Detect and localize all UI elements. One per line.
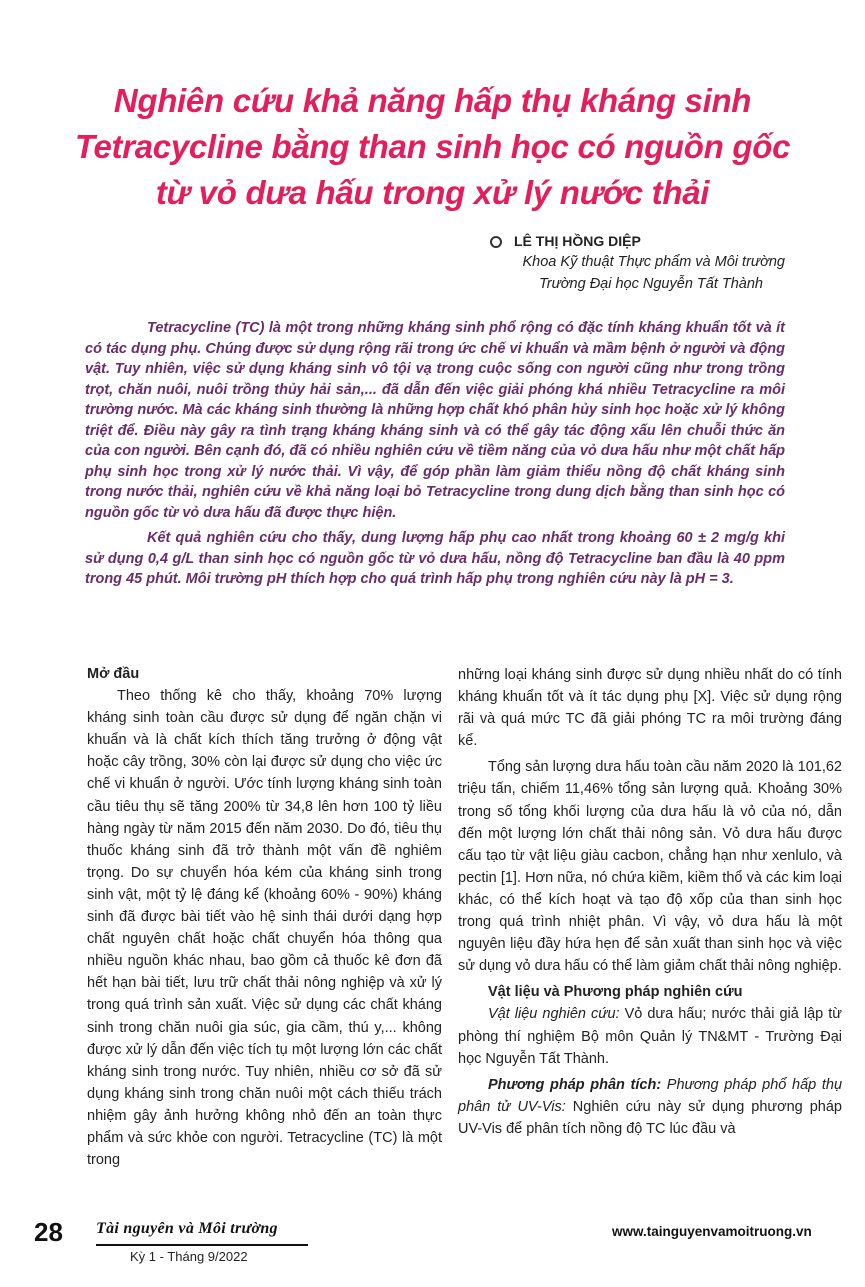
affiliation-department: Khoa Kỹ thuật Thực phẩm và Môi trường xyxy=(522,254,785,270)
methods-heading: Vật liệu và Phương pháp nghiên cứu xyxy=(488,984,743,1001)
intro-paragraph: Theo thống kê cho thấy, khoảng 70% lượng kháng sinh toàn cầu được sử dụng để ngăn chặn vi khuẩn và là chất kích thích tăng trưởng ở động vật hoặc cây trồng, 30% còn lại được sử dụng cho việc ức chế vi khuẩn ở người. Ước tính lượng kháng sinh toàn cầu tiêu thụ sẽ tăng 200% từ 34,8 lên hơn 100 tỷ liều hàng ngày từ năm 2015 đến năm 2030. Do đó, tiêu thụ thuốc kháng sinh đã trở thành một vấn đề nghiêm trọng. Do sự chuyển hóa kém của kháng sinh trong sinh vật, một tỷ lệ đáng kể (khoảng 60% - 90%) kháng sinh đã được bài tiết vào hệ sinh thái dưới dạng hợp chất nguyên chất hoặc chất chuyển hóa thông qua nhiều nguồn khác nhau, bao gồm cả thuốc kê đơn đã hết hạn bài tiết, lưu trữ chất thải nông nghiệp và xử lý trong quá trình sản xuất. Việc sử dụng các chất kháng sinh trong chăn nuôi gia súc, gia cầm, thú y,... không được xử lý dẫn đến việc tích tụ một lượng lớn các chất kháng sinh trong nước. Tuy nhiên, nhiều cơ sở đã sử dụng kháng sinh trong chăn nuôi một cách thiếu trách nhiệm gây ảnh hưởng không nhỏ đến an toàn thực phẩm và sức khỏe con người. Tetracycline (TC) là một trong xyxy=(87,688,442,1169)
title-line-1: Nghiên cứu khả năng hấp thụ kháng sinh xyxy=(113,82,752,119)
author-line xyxy=(490,233,810,249)
page-number: 28 xyxy=(34,1217,63,1247)
left-column xyxy=(87,663,442,1171)
abstract-paragraph-2: Kết quả nghiên cứu cho thấy, dung lượng hấp phụ cao nhất trong khoảng 60 ± 2 mg/g khi sử dụng 0,4 g/L than sinh học có nguồn gốc từ vỏ dưa hấu, nồng độ Tetracycline ban đầu là 40 ppm trong 45 phút. Môi trường pH thích hợp cho quá trình hấp phụ trong nghiên cứu này là pH = 3. xyxy=(85,530,785,587)
article-title xyxy=(40,78,825,216)
analysis-label: Phương pháp phân tích: xyxy=(488,1076,662,1093)
right-column xyxy=(458,664,842,1140)
title-line-3: từ vỏ dưa hấu trong xử lý nước thải xyxy=(155,174,710,211)
materials-label: Vật liệu nghiên cứu: xyxy=(488,1006,620,1023)
journal-name: Tài nguyên và Môi trường xyxy=(96,1220,278,1237)
analysis-paragraph xyxy=(458,1074,842,1140)
abstract xyxy=(85,318,785,590)
affiliation-university: Trường Đại học Nguyễn Tất Thành xyxy=(538,276,763,292)
journal-issue: Kỳ 1 - Tháng 9/2022 xyxy=(130,1249,248,1264)
circle-bullet-icon xyxy=(490,236,502,248)
materials-text: Vỏ dưa hấu; nước thải giả lập từ phòng thí nghiệm Bộ môn Quản lý TN&MT - Trường Đại học Nguyễn Tất Thành. xyxy=(458,1006,842,1067)
journal-underline xyxy=(96,1244,308,1246)
materials-paragraph xyxy=(458,1003,842,1069)
intro-heading: Mở đầu xyxy=(87,666,140,682)
title-line-2: Tetracycline bằng than sinh học có nguồn gốc xyxy=(74,128,791,165)
right-paragraph-2: Tổng sản lượng dưa hấu toàn cầu năm 2020 là 101,62 triệu tấn, chiếm 11,46% tổng sản lượng quả. Khoảng 30% trong số tổng khối lượng của dưa hấu là vỏ của nó, dẫn đến một lượng lớn chất thải nông sản. Vỏ dưa hấu được cấu tạo từ vật liệu giàu cacbon, chẳng hạn như xenlulo, và pectin [1]. Hơn nữa, nó chứa kiềm, kiềm thổ và các kim loại khác, có thể kích hoạt và tạo độ xốp của than sinh học trong quá trình nhiệt phân. Vì vậy, vỏ dưa hấu là một nguyên liệu đầy hứa hẹn để sản xuất than sinh học và việc sử dụng vỏ dưa hấu có thể làm giảm chất thải nông nghiệp. xyxy=(458,759,842,975)
analysis-text: Nghiên cứu này sử dụng phương pháp UV-Vis để phân tích nồng độ TC lúc đầu và xyxy=(458,1098,842,1137)
abstract-paragraph-1: Tetracycline (TC) là một trong những kháng sinh phổ rộng có đặc tính kháng khuẩn tốt và ít có tác dụng phụ. Chúng được sử dụng rộng rãi trong ức chế vi khuẩn và mầm bệnh ở người và động vật. Tuy nhiên, việc sử dụng kháng sinh vô tội vạ trong cuộc sống con người cũng như trong trồng trọt, chăn nuôi, nuôi trồng thủy hải sản,... đã dẫn đến việc giải phóng khá nhiều Tetracycline ra môi trường nước. Mà các kháng sinh thường là những hợp chất khó phân hủy sinh học hoặc xử lý không triệt để. Điều này gây ra tình trạng kháng kháng sinh và có thể gây tác động xấu lên chuỗi thức ăn của con người. Bên cạnh đó, đã có nhiều nghiên cứu về tiềm năng của vỏ dưa hấu như một chất hấp phụ sinh học trong xử lý nước thải. Vì vậy, để góp phần làm giảm thiểu nồng độ chất kháng sinh trong nước thải, nghiên cứu về khả năng loại bỏ Tetracycline trong dung dịch bằng than sinh học có nguồn gốc từ vỏ dưa hấu đã được thực hiện. xyxy=(85,320,785,521)
author-name: LÊ THỊ HỒNG DIỆP xyxy=(514,233,641,249)
analysis-sublabel: Phương pháp phổ hấp thụ phân tử UV-Vis: xyxy=(458,1076,843,1115)
journal-url[interactable]: www.tainguyenvamoitruong.vn xyxy=(612,1224,812,1239)
right-paragraph-1: những loại kháng sinh được sử dụng nhiều nhất do có tính kháng khuẩn tốt và ít tác dụng phụ [X]. Việc sử dụng rộng rãi và quá mức TC đã giải phóng TC ra môi trường đáng kể. xyxy=(458,667,842,750)
